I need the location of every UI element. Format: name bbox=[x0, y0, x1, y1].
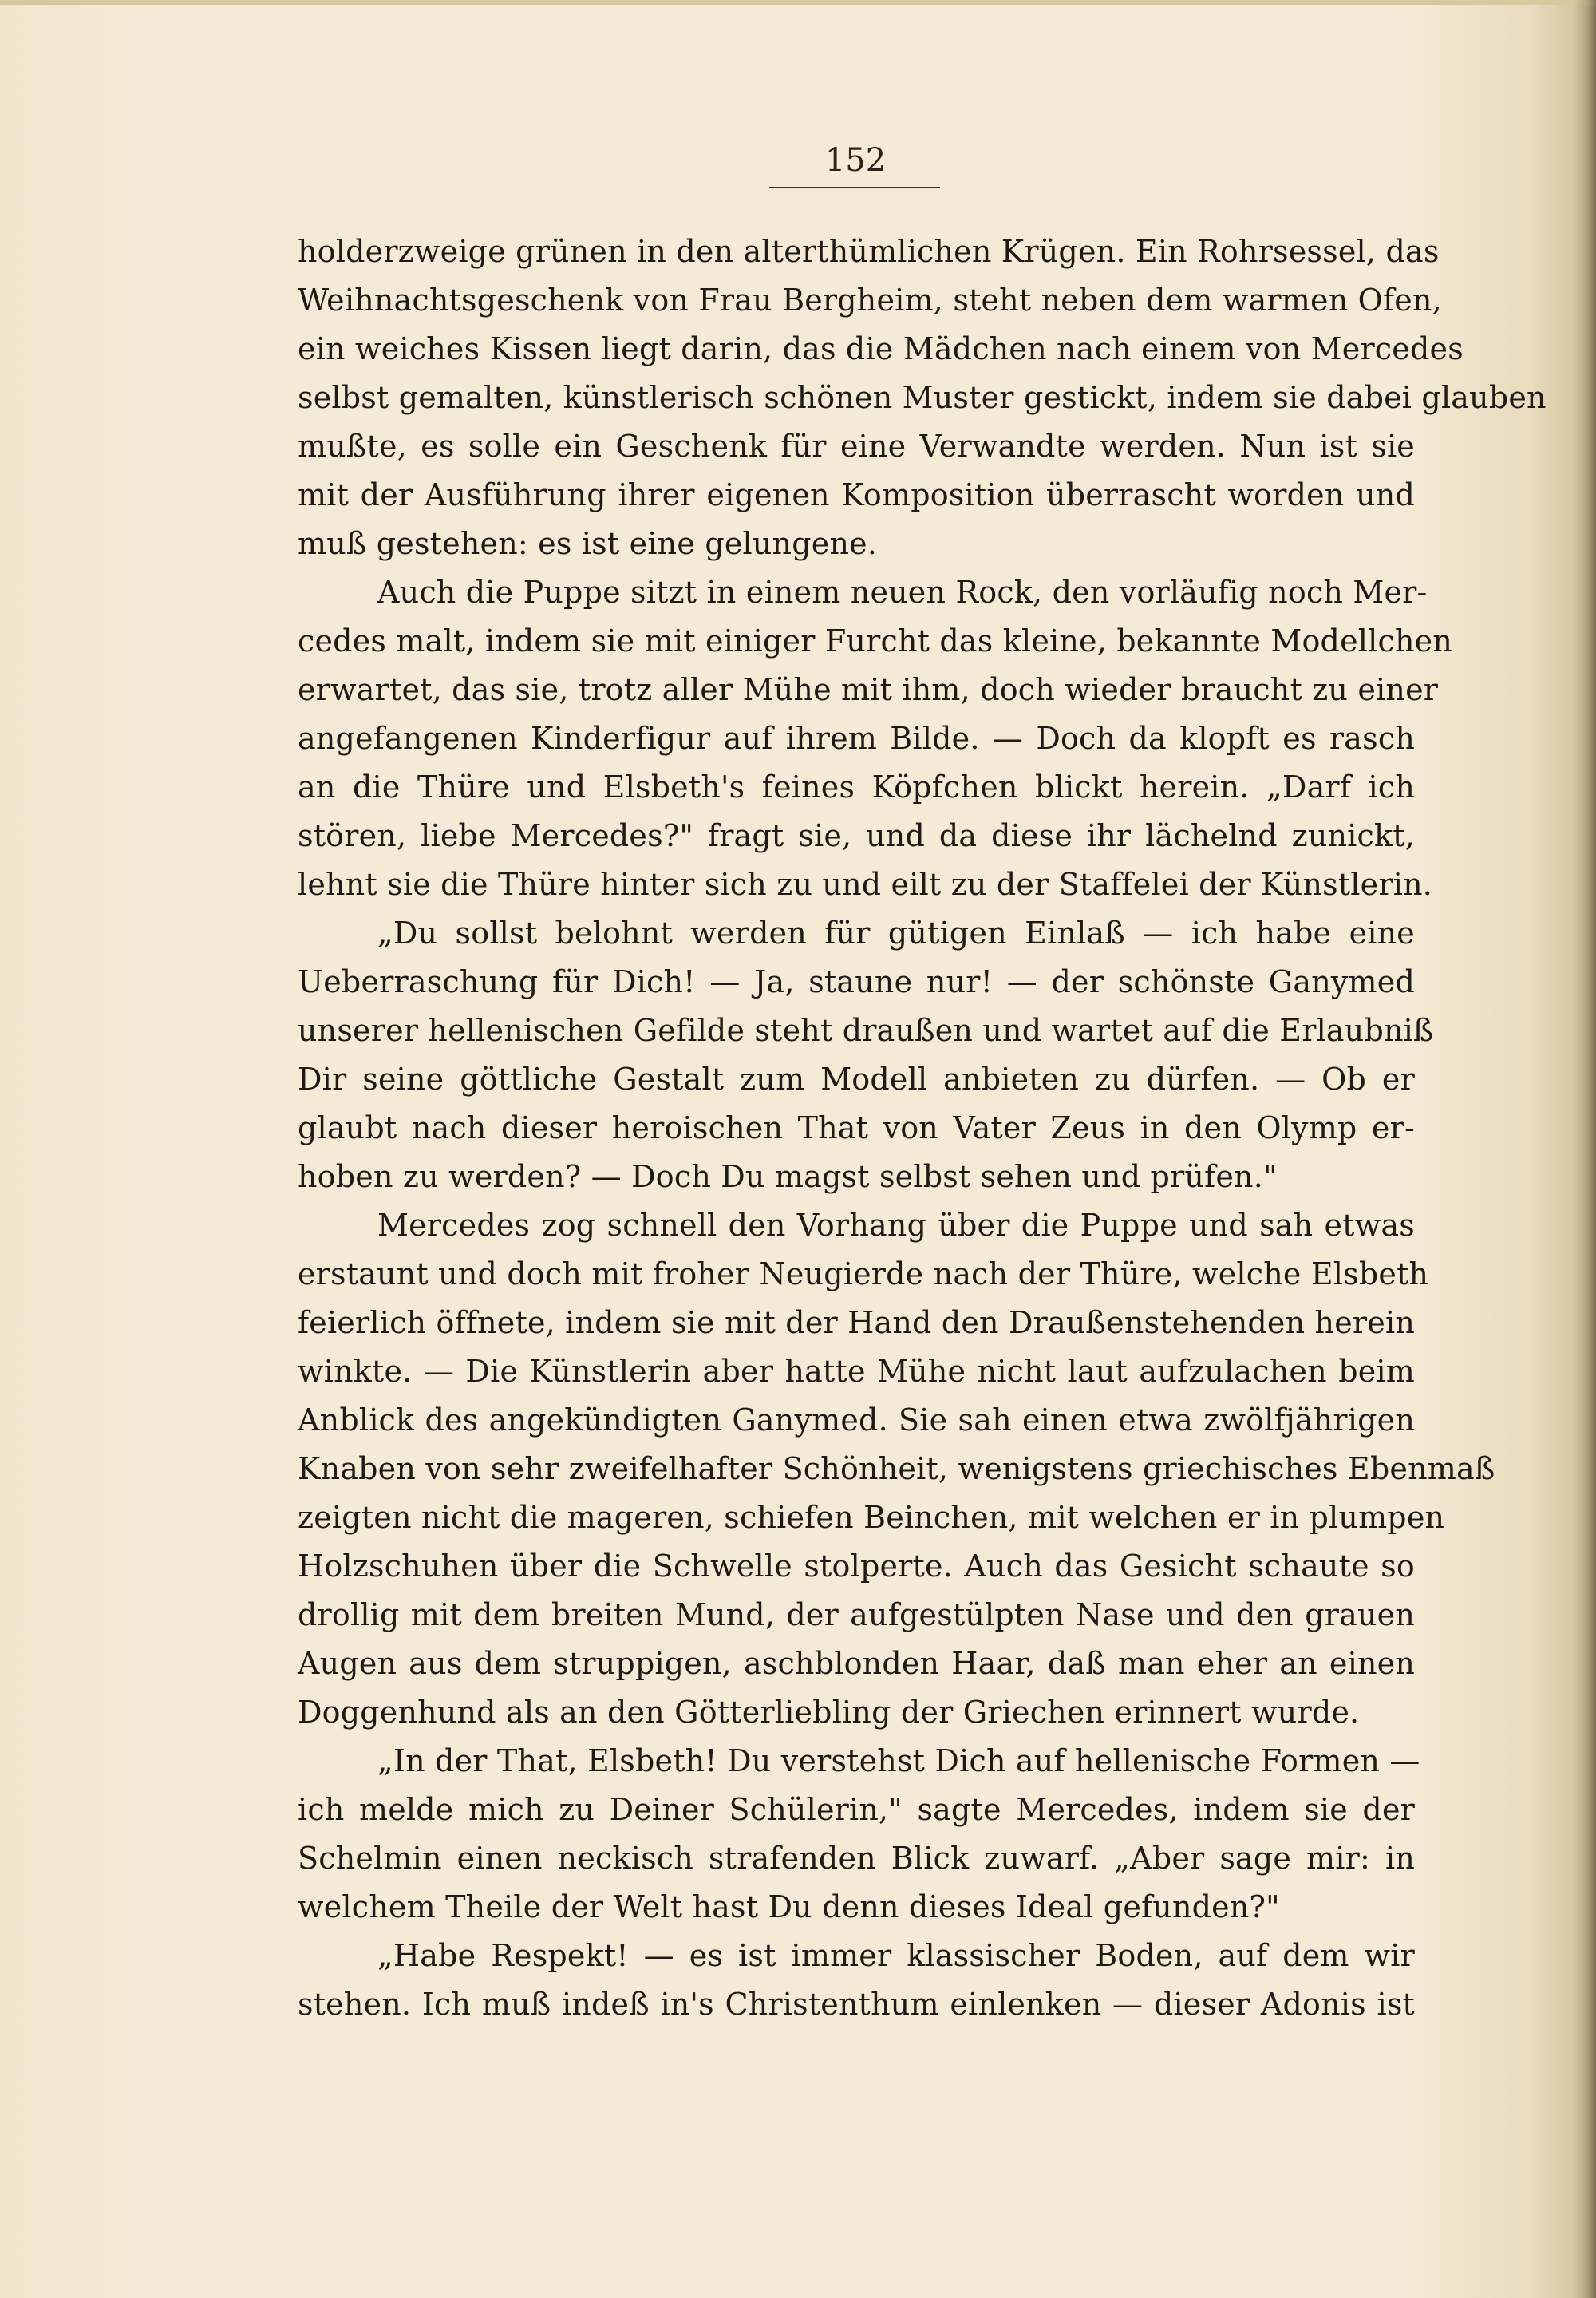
text-line: ich melde mich zu Deiner Schülerin," sagte Mercedes, indem sie der bbox=[298, 1792, 1415, 1827]
text-line: winkte. — Die Künstlerin aber hatte Mühe nicht laut aufzulachen beim bbox=[298, 1354, 1415, 1389]
text-line: drollig mit dem breiten Mund, der aufgestülpten Nase und den grauen bbox=[298, 1597, 1415, 1632]
text-line: „In der That, Elsbeth! Du verstehst Dich auf hellenische Formen — bbox=[377, 1743, 1420, 1778]
text-line: erwartet, das sie, trotz aller Mühe mit ihm, doch wieder braucht zu einer bbox=[298, 672, 1439, 707]
text-line: zeigten nicht die mageren, schiefen Beinchen, mit welchen er in plumpen bbox=[298, 1500, 1445, 1535]
text-line: erstaunt und doch mit froher Neugierde nach der Thüre, welche Elsbeth bbox=[298, 1256, 1429, 1291]
text-line: welchem Theile der Welt hast Du denn dieses Ideal gefunden?" bbox=[298, 1889, 1280, 1924]
body-text bbox=[298, 227, 1547, 2029]
text-line: Auch die Puppe sitzt in einem neuen Rock, den vorläufig noch Mer- bbox=[377, 575, 1428, 610]
text-line: mußte, es solle ein Geschenk für eine Verwandte werden. Nun ist sie bbox=[298, 429, 1415, 464]
text-line: „Du sollst belohnt werden für gütigen Einlaß — ich habe eine bbox=[377, 916, 1415, 951]
text-line: muß gestehen: es ist eine gelungene. bbox=[298, 526, 878, 561]
text-line: holderzweige grünen in den alterthümlichen Krügen. Ein Rohrsessel, das bbox=[298, 234, 1440, 269]
text-line: Mercedes zog schnell den Vorhang über die Puppe und sah etwas bbox=[377, 1208, 1415, 1243]
text-line: mit der Ausführung ihrer eigenen Komposition überrascht worden und bbox=[298, 477, 1415, 512]
text-line: hoben zu werden? — Doch Du magst selbst sehen und prüfen." bbox=[298, 1159, 1278, 1194]
text-line: Holzschuhen über die Schwelle stolperte. Auch das Gesicht schaute so bbox=[298, 1548, 1415, 1584]
text-line: glaubt nach dieser heroischen That von Vater Zeus in den Olymp er- bbox=[298, 1110, 1415, 1145]
binding-shadow bbox=[1574, 0, 1596, 2298]
text-line: feierlich öffnete, indem sie mit der Hand den Draußenstehenden herein bbox=[298, 1305, 1416, 1340]
page-number-rule bbox=[769, 187, 940, 188]
text-line: Dir seine göttliche Gestalt zum Modell anbieten zu dürfen. — Ob er bbox=[298, 1062, 1415, 1097]
text-line: angefangenen Kinderfigur auf ihrem Bilde. — Doch da klopft es rasch bbox=[298, 721, 1415, 756]
text-line: Knaben von sehr zweifelhafter Schönheit, wenigstens griechisches Ebenmaß bbox=[298, 1451, 1495, 1486]
text-line: an die Thüre und Elsbeth's feines Köpfchen blickt herein. „Darf ich bbox=[298, 769, 1415, 805]
text-line: lehnt sie die Thüre hinter sich zu und eilt zu der Staffelei der Künstlerin. bbox=[298, 867, 1433, 902]
text-line: „Habe Respekt! — es ist immer klassischer Boden, auf dem wir bbox=[377, 1938, 1415, 1973]
text-line: stehen. Ich muß indeß in's Christenthum einlenken — dieser Adonis ist bbox=[298, 1987, 1415, 2022]
text-line: ein weiches Kissen liegt darin, das die Mädchen nach einem von Mercedes bbox=[298, 331, 1464, 366]
text-line: stören, liebe Mercedes?" fragt sie, und da diese ihr lächelnd zunickt, bbox=[298, 818, 1415, 853]
text-line: Ueberraschung für Dich! — Ja, staune nur! — der schönste Ganymed bbox=[298, 964, 1415, 999]
text-line: cedes malt, indem sie mit einiger Furcht das kleine, bekannte Modellchen bbox=[298, 623, 1452, 659]
text-line: selbst gemalten, künstlerisch schönen Muster gestickt, indem sie dabei glauben bbox=[298, 380, 1547, 415]
text-line: Doggenhund als an den Götterliebling der Griechen erinnert wurde. bbox=[298, 1695, 1360, 1730]
page-number: 152 bbox=[824, 142, 887, 179]
text-line: Schelmin einen neckisch strafenden Blick zuwarf. „Aber sage mir: in bbox=[298, 1841, 1415, 1876]
text-line: unserer hellenischen Gefilde steht draußen und wartet auf die Erlaubniß bbox=[298, 1013, 1434, 1048]
page-top-edge bbox=[0, 0, 1596, 5]
text-line: Weihnachtsgeschenk von Frau Bergheim, steht neben dem warmen Ofen, bbox=[298, 283, 1442, 318]
text-line: Augen aus dem struppigen, aschblonden Haar, daß man eher an einen bbox=[298, 1646, 1415, 1681]
text-line: Anblick des angekündigten Ganymed. Sie sah einen etwa zwölfjährigen bbox=[298, 1402, 1415, 1438]
